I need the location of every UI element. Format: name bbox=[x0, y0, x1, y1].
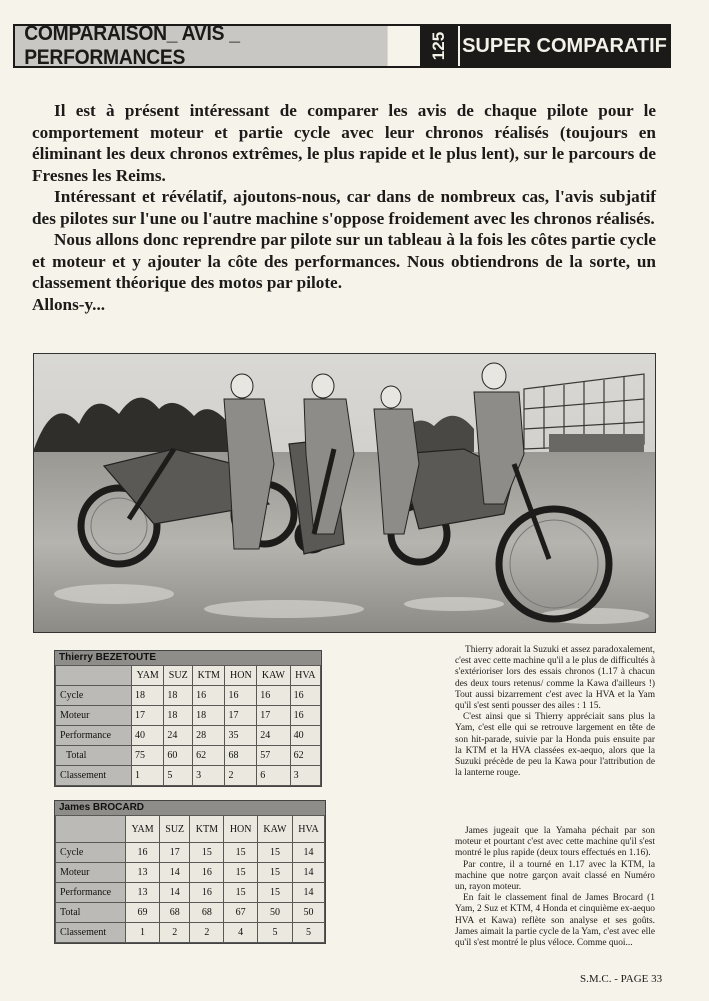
table-cell: 62 bbox=[290, 746, 320, 766]
table-cell: 40 bbox=[132, 726, 164, 746]
table-cell: 24 bbox=[164, 726, 193, 746]
table-cell: 60 bbox=[164, 746, 193, 766]
column-header: YAM bbox=[132, 666, 164, 686]
table-cell: 62 bbox=[193, 746, 225, 766]
table-cell: 67 bbox=[224, 903, 257, 923]
row-label: Performance bbox=[56, 726, 132, 746]
table-cell: 16 bbox=[290, 686, 320, 706]
table-cell: 75 bbox=[132, 746, 164, 766]
table-cell: 5 bbox=[293, 923, 325, 943]
table-cell: 57 bbox=[257, 746, 290, 766]
table-row bbox=[56, 766, 321, 786]
column-header: HON bbox=[224, 816, 257, 843]
commentary-james bbox=[455, 826, 655, 949]
table-cell: 35 bbox=[225, 726, 257, 746]
table-cell: 14 bbox=[160, 883, 190, 903]
table-cell: 3 bbox=[290, 766, 320, 786]
photo-illustration bbox=[34, 354, 656, 633]
column-header: SUZ bbox=[164, 666, 193, 686]
table-cell: 2 bbox=[160, 923, 190, 943]
table-cell: 68 bbox=[190, 903, 224, 923]
table-cell: 15 bbox=[190, 843, 224, 863]
table-cell: 15 bbox=[224, 843, 257, 863]
page-header bbox=[13, 24, 671, 68]
table-cell: 18 bbox=[164, 686, 193, 706]
header-page-number: 125 bbox=[420, 26, 458, 66]
table-cell: 40 bbox=[290, 726, 320, 746]
table-header-row bbox=[56, 666, 321, 686]
table-cell: 16 bbox=[257, 686, 290, 706]
table-cell: 16 bbox=[190, 863, 224, 883]
table-cell: 2 bbox=[190, 923, 224, 943]
column-header: KAW bbox=[257, 666, 290, 686]
table-cell: 17 bbox=[257, 706, 290, 726]
column-header: KTM bbox=[193, 666, 225, 686]
intro-paragraph: Intéressant et révélatif, ajoutons-nous, car dans de nombreux cas, l'avis subjatif des pilotes sur l'une ou l'autre machine s'oppose froidement avec les chronos réalisés. bbox=[32, 187, 656, 228]
table-cell: 68 bbox=[160, 903, 190, 923]
row-label: Classement bbox=[56, 766, 132, 786]
table-cell: 13 bbox=[126, 863, 160, 883]
riders-photo bbox=[33, 353, 656, 633]
page-footer: S.M.C. - PAGE 33 bbox=[580, 973, 663, 985]
table-row bbox=[56, 746, 321, 766]
row-label: Moteur bbox=[56, 706, 132, 726]
table-row bbox=[56, 923, 325, 943]
table-james-brocard bbox=[54, 800, 326, 944]
column-header: HVA bbox=[290, 666, 320, 686]
table-row bbox=[56, 883, 325, 903]
table-cell: 14 bbox=[293, 883, 325, 903]
table-cell: 15 bbox=[224, 883, 257, 903]
table-cell: 16 bbox=[126, 843, 160, 863]
intro-text bbox=[32, 100, 656, 315]
intro-paragraph: Il est à présent intéressant de comparer les avis de chaque pilote pour le comportement moteur et partie cycle avec leur chronos réalisés (toujours en éliminant les deux chronos extrêmes, le plus rapide et le plus lent), sur le parcours de Fresnes les Reims. bbox=[32, 101, 656, 185]
table-cell: 6 bbox=[257, 766, 290, 786]
table-row bbox=[56, 843, 325, 863]
table-cell: 5 bbox=[257, 923, 292, 943]
table-row bbox=[56, 706, 321, 726]
commentary-paragraph: C'est ainsi que si Thierry appréciait sans plus la Yam, c'est elle qui se retrouve largement en tête de son hit-parade, suivie par la Honda puis ensuite par la KTM et la HVA classées ex-aequo, alors que la Suzuki précède de peu la Kawa pour l'attribution de la lanterne rouge. bbox=[455, 712, 655, 779]
table-row bbox=[56, 726, 321, 746]
row-label: Classement bbox=[56, 923, 126, 943]
table-title: James BROCARD bbox=[55, 801, 325, 815]
table-cell: 68 bbox=[225, 746, 257, 766]
table-row bbox=[56, 686, 321, 706]
table-cell: 16 bbox=[290, 706, 320, 726]
commentary-paragraph: James jugeait que la Yamaha péchait par son moteur et pourtant c'est avec cette machine qu'il s'est montré le plus rapide (deux tours effectués en 1.16). bbox=[455, 826, 655, 859]
table-cell: 3 bbox=[193, 766, 225, 786]
column-header: HON bbox=[225, 666, 257, 686]
row-label: Moteur bbox=[56, 863, 126, 883]
table-cell: 5 bbox=[164, 766, 193, 786]
table-cell: 17 bbox=[225, 706, 257, 726]
table-cell: 18 bbox=[193, 706, 225, 726]
table-cell: 4 bbox=[224, 923, 257, 943]
table-cell: 17 bbox=[132, 706, 164, 726]
table-cell: 24 bbox=[257, 726, 290, 746]
row-label: Cycle bbox=[56, 686, 132, 706]
table-thierry-bezetoute bbox=[54, 650, 322, 787]
row-label: Total bbox=[56, 903, 126, 923]
table-title: Thierry BEZETOUTE bbox=[55, 651, 321, 665]
intro-paragraph: Nous allons donc reprendre par pilote sur un tableau à la fois les côtes partie cycle et moteur et y ajouter la côte des performances. Nous obtiendrons de la sorte, un classement théorique des motos par pilote. bbox=[32, 230, 656, 292]
table-cell: 16 bbox=[190, 883, 224, 903]
table-cell: 16 bbox=[225, 686, 257, 706]
commentary-paragraph: Par contre, il a tourné en 1.17 avec la KTM, la machine que notre garçon avait classé en Numéro un, rayon moteur. bbox=[455, 859, 655, 893]
table-cell: 13 bbox=[126, 883, 160, 903]
table-cell: 15 bbox=[257, 883, 292, 903]
column-header: KAW bbox=[257, 816, 292, 843]
column-header: HVA bbox=[293, 816, 325, 843]
table-cell: 69 bbox=[126, 903, 160, 923]
table-cell: 1 bbox=[126, 923, 160, 943]
header-title: COMPARAISON_ AVIS _ PERFORMANCES bbox=[15, 26, 388, 66]
table-cell: 15 bbox=[257, 843, 292, 863]
table-cell: 14 bbox=[160, 863, 190, 883]
table-cell: 16 bbox=[193, 686, 225, 706]
commentary-paragraph: Thierry adorait la Suzuki et assez paradoxalement, c'est avec cette machine qu'il a le plus de difficultés à s'extérioriser lors des essais chronos (1.17 à chacun des deux tours retenus/ comme la Kawa d'ailleurs !) Tout aussi bizarrement c'est avec la HVA et la Yam qu'il s'est senti pousser des ailes : 1 15. bbox=[455, 645, 655, 712]
table-header-row bbox=[56, 816, 325, 843]
column-header: SUZ bbox=[160, 816, 190, 843]
score-table bbox=[55, 815, 325, 943]
table-cell: 2 bbox=[225, 766, 257, 786]
table-cell: 28 bbox=[193, 726, 225, 746]
table-cell: 15 bbox=[224, 863, 257, 883]
score-table bbox=[55, 665, 321, 786]
commentary-thierry bbox=[455, 645, 655, 779]
table-cell: 1 bbox=[132, 766, 164, 786]
table-cell: 18 bbox=[164, 706, 193, 726]
commentary-paragraph: En fait le classement final de James Brocard (1 Yam, 2 Suz et KTM, 4 Honda et cinquième ex-aequo HVA et Kawa) reflète son analyse et ses goûts. James aimait la partie cycle de la Yam, c'est avec elle qu'il s'est montré le plus véloce. Comme quoi... bbox=[455, 893, 655, 949]
table-cell: 14 bbox=[293, 843, 325, 863]
intro-paragraph: Allons-y... bbox=[32, 294, 106, 314]
table-cell: 18 bbox=[132, 686, 164, 706]
table-cell: 17 bbox=[160, 843, 190, 863]
table-cell: 50 bbox=[293, 903, 325, 923]
table-row bbox=[56, 863, 325, 883]
table-row bbox=[56, 903, 325, 923]
row-label: Cycle bbox=[56, 843, 126, 863]
column-header: YAM bbox=[126, 816, 160, 843]
table-cell: 14 bbox=[293, 863, 325, 883]
header-section: SUPER COMPARATIF bbox=[458, 26, 669, 66]
table-cell: 15 bbox=[257, 863, 292, 883]
table-cell: 50 bbox=[257, 903, 292, 923]
row-label: Total bbox=[56, 746, 132, 766]
column-header: KTM bbox=[190, 816, 224, 843]
row-label: Performance bbox=[56, 883, 126, 903]
